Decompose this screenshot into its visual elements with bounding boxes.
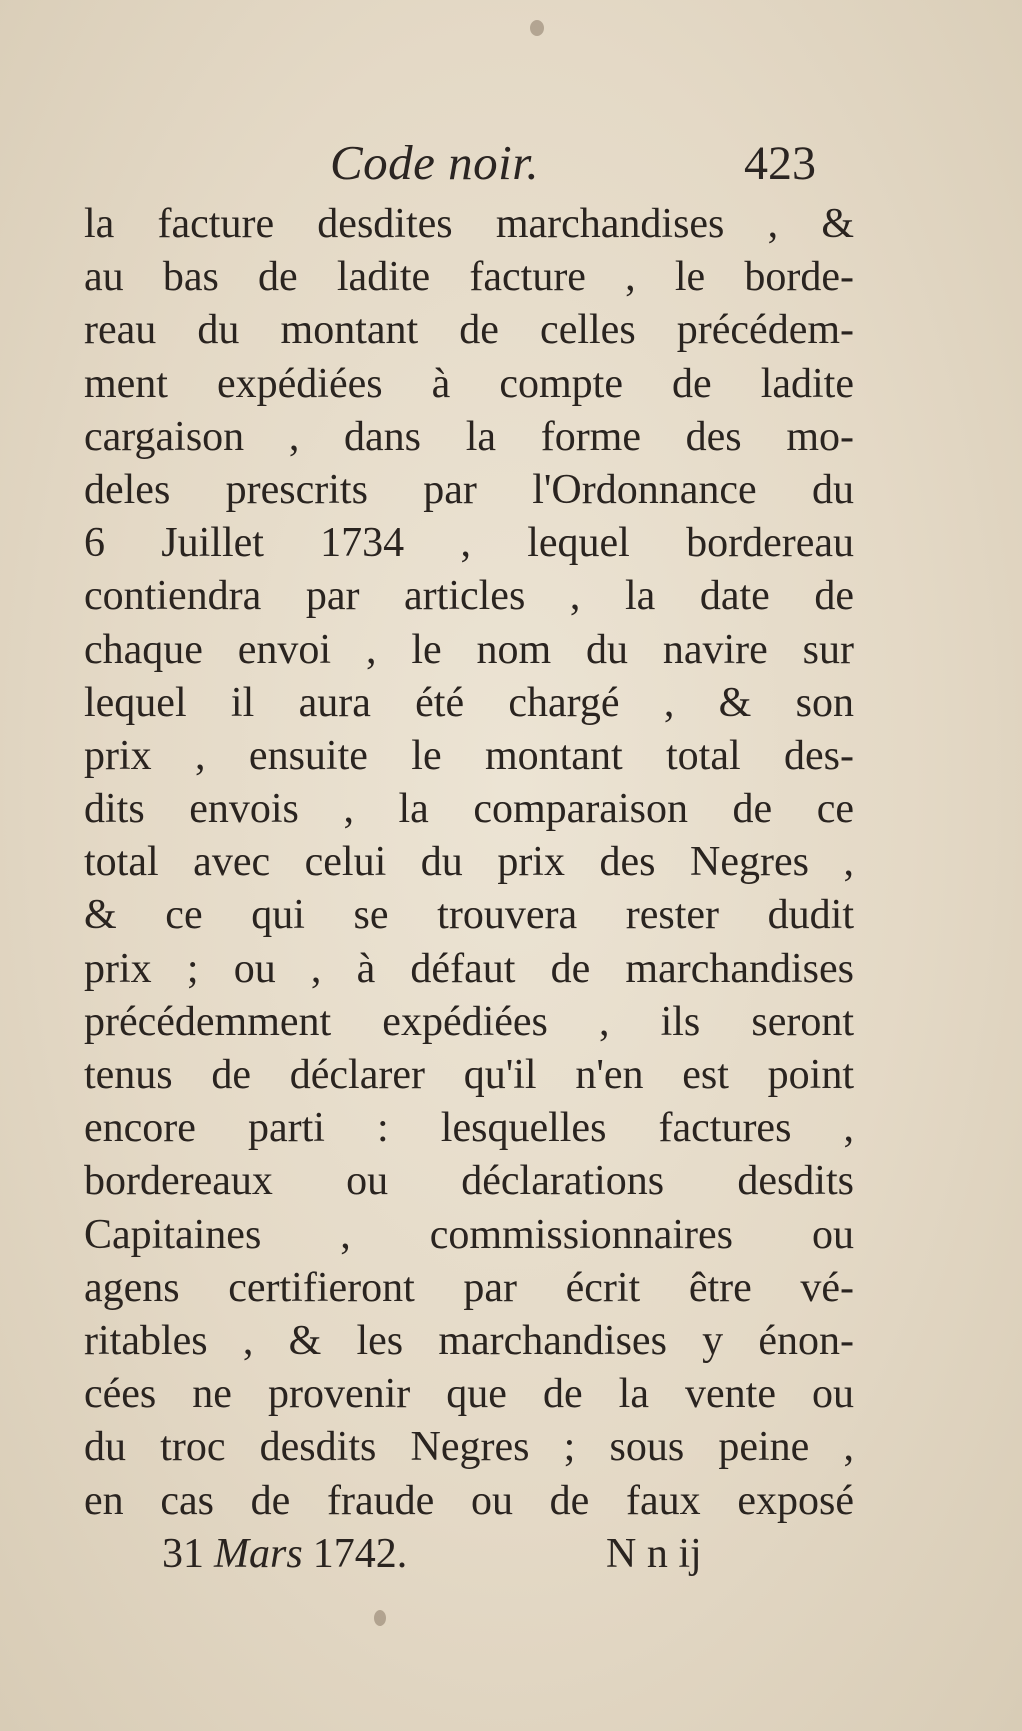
page-footer (0, 1530, 1022, 1600)
text-line: en cas de fraude ou de faux exposé (84, 1477, 854, 1524)
text-line: cées ne provenir que de la vente ou (84, 1371, 854, 1418)
text-line: cargaison , dans la forme des mo- (84, 413, 854, 460)
footer-month: Mars (214, 1531, 303, 1577)
text-line: la facture desdites marchandises , & (84, 201, 854, 247)
text-line: ritables , & les marchandises y énon- (84, 1317, 854, 1364)
text-line: tenus de déclarer qu'il n'en est point (84, 1052, 854, 1098)
text-line: total avec celui du prix des Negres , (84, 839, 854, 886)
ink-spot (530, 20, 544, 36)
footer-day: 31 (162, 1531, 204, 1577)
running-title: Code noir. (330, 135, 540, 190)
text-line: lequel il aura été chargé , & son (84, 679, 854, 726)
text-line: deles prescrits par l'Ordonnance du (84, 466, 854, 513)
text-line: contiendra par articles , la date de (84, 573, 854, 620)
text-line: du troc desdits Negres ; sous peine , (84, 1424, 854, 1471)
text-line: & ce qui se trouvera rester dudit (84, 892, 854, 939)
text-line: prix , ensuite le montant total des- (84, 732, 854, 779)
text-line: agens certifieront par écrit être vé- (84, 1264, 854, 1311)
body-text (84, 198, 854, 1528)
text-line: dits envois , la comparaison de ce (84, 786, 854, 833)
text-line: encore parti : lesquelles factures , (84, 1105, 854, 1152)
text-line: Capitaines , commissionnaires ou (84, 1211, 854, 1258)
footer-date (162, 1530, 407, 1578)
page-number: 423 (744, 137, 816, 190)
text-line: prix ; ou , à défaut de marchandises (84, 945, 854, 992)
text-line: ment expédiées à compte de ladite (84, 360, 854, 407)
page-header (0, 128, 1022, 208)
ink-spot (374, 1610, 386, 1626)
signature-mark: N n ij (606, 1531, 702, 1577)
text-line: chaque envoi , le nom du navire sur (84, 626, 854, 673)
footer-year: 1742. (312, 1531, 408, 1577)
text-line: au bas de ladite facture , le borde- (84, 254, 854, 301)
text-line: reau du montant de celles précédem- (84, 307, 854, 354)
text-line: précédemment expédiées , ils seront (84, 998, 854, 1045)
text-line: 6 Juillet 1734 , lequel bordereau (84, 520, 854, 567)
text-line: bordereaux ou déclarations desdits (84, 1158, 854, 1205)
